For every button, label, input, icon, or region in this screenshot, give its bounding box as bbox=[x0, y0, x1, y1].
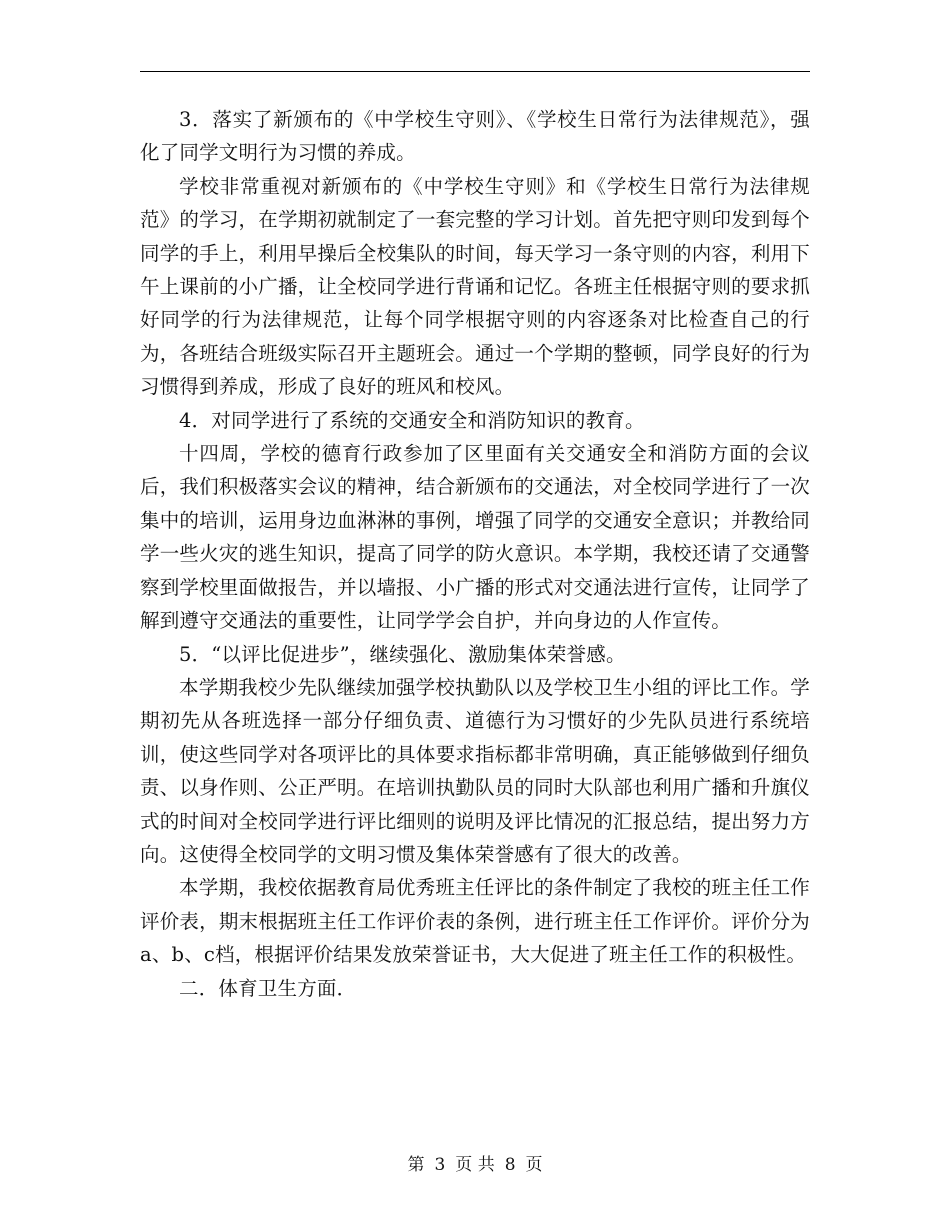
page-footer bbox=[0, 1153, 950, 1177]
heading-4-traffic-fire-safety: 4．对同学进行了系统的交通安全和消防知识的教育。 bbox=[179, 408, 645, 432]
footer-suffix: 页 bbox=[525, 1155, 543, 1175]
footer-total-pages: 8 bbox=[504, 1155, 516, 1175]
header-rule bbox=[140, 71, 810, 72]
footer-current-page: 3 bbox=[434, 1155, 446, 1175]
paragraph-evaluation: 本学期我校少先队继续加强学校执勤队以及学校卫生小组的评比工作。学期初先从各班选择一部分仔细负责、道德行为习惯好的少先队员进行系统培训，使这些同学对各项评比的具体要求指标都非常明确，真正能够做到仔细负责、以身作则、公正严明。在培训执勤队员的同时大队部也利用广播和升旗仪式的时间对全校同学进行评比细则的说明及评比情况的汇报总结，提出努力方向。这使得全校同学的文明习惯及集体荣誉感有了很大的改善。 bbox=[140, 675, 810, 866]
document-body bbox=[140, 103, 810, 1005]
heading-5-evaluation: 5．“以评比促进步”，继续强化、激励集体荣誉感。 bbox=[179, 642, 626, 666]
paragraph-conduct-study: 学校非常重视对新颁布的《中学校生守则》和《学校生日常行为法律规范》的学习，在学期初就制定了一套完整的学习计划。首先把守则印发到每个同学的手上，利用早操后全校集队的时间，每天学习一条守则的内容，利用下午上课前的小广播，让全校同学进行背诵和记忆。各班主任根据守则的要求抓好同学的行为法律规范，让每个同学根据守则的内容逐条对比检查自己的行为，各班结合班级实际召开主题班会。通过一个学期的整顿，同学良好的行为习惯得到养成，形成了良好的班风和校风。 bbox=[140, 174, 810, 399]
heading-3-code-of-conduct: 3．落实了新颁布的《中学校生守则》、《学校生日常行为法律规范》，强化了同学文明行为习惯的养成。 bbox=[140, 108, 810, 165]
footer-prefix: 第 bbox=[407, 1155, 425, 1175]
footer-middle: 页 共 bbox=[455, 1155, 495, 1175]
paragraph-head-teacher-evaluation: 本学期，我校依据教育局优秀班主任评比的条件制定了我校的班主任工作评价表，期末根据班主任工作评价表的条例，进行班主任工作评价。评价分为a、b、c档，根据评价结果发放荣誉证书，大大促进了班主任工作的积极性。 bbox=[140, 876, 810, 967]
heading-sports-health: 二．体育卫生方面． bbox=[179, 976, 357, 1000]
paragraph-traffic-fire-safety: 十四周，学校的德育行政参加了区里面有关交通安全和消防方面的会议后，我们积极落实会议的精神，结合新颁布的交通法，对全校同学进行了一次集中的培训，运用身边血淋淋的事例，增强了同学的交通安全意识；并教给同学一些火灾的逃生知识，提高了同学的防火意识。本学期，我校还请了交通警察到学校里面做报告，并以墙报、小广播的形式对交通法进行宣传，让同学了解到遵守交通法的重要性，让同学学会自护，并向身边的人作宣传。 bbox=[140, 442, 810, 633]
